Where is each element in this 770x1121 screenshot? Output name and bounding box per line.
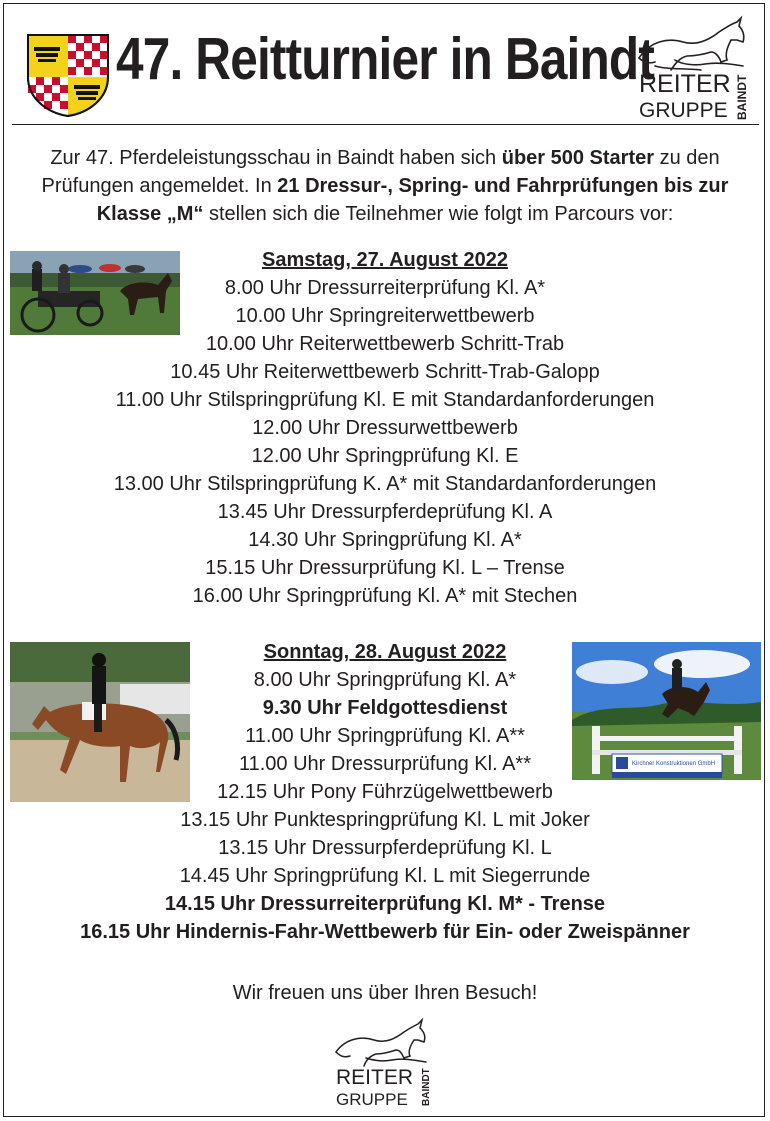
intro-text: Zur 47. Pferdeleistungsschau in Baindt haben sich über 500 Starter zu den Prüfungen angemeldet. In 21 Dressur-, Spring- und Fahrprüfungen bis zur Klasse „M“ stellen sich die Teilnehmer wie folgt im Parcours vor: (41, 147, 729, 225)
header-rule (12, 124, 759, 125)
sunday-event: 16.15 Uhr Hindernis-Fahr-Wettbewerb für Ein- oder Zweispänner (80, 921, 690, 943)
svg-text:REITER: REITER (336, 1066, 414, 1089)
page-title: 47. Reitturnier in Baindt (116, 26, 655, 92)
svg-text:Kirchner Konstruktionen GmbH: Kirchner Konstruktionen GmbH (632, 761, 716, 767)
svg-text:BAINDT: BAINDT (735, 74, 749, 120)
sunday-event: 9.30 Uhr Feldgottesdienst (262, 697, 508, 719)
sunday-event: 14.45 Uhr Springprüfung Kl. L mit Siegerrunde (179, 865, 591, 887)
sunday-event: 11.00 Uhr Springprüfung Kl. A** (245, 725, 525, 747)
saturday-event: 16.00 Uhr Springprüfung Kl. A* mit Stechen (192, 585, 578, 607)
saturday-heading: Samstag, 27. August 2022 (261, 249, 509, 271)
saturday-event: 15.15 Uhr Dressurprüfung Kl. L – Trense (205, 557, 565, 579)
saturday-event: 13.45 Uhr Dressurpferdeprüfung Kl. A (217, 501, 553, 523)
svg-text:BAINDT: BAINDT (421, 1068, 432, 1106)
saturday-event: 8.00 Uhr Dressurreiterprüfung Kl. A* (224, 277, 546, 299)
saturday-event: 11.00 Uhr Stilspringprüfung Kl. E mit Standardanforderungen (115, 389, 655, 411)
saturday-event: 12.00 Uhr Dressurwettbewerb (252, 417, 518, 439)
sunday-event: 11.00 Uhr Dressurprüfung Kl. A** (238, 753, 531, 775)
saturday-event: 10.45 Uhr Reiterwettbewerb Schritt-Trab-Galopp (170, 361, 600, 383)
saturday-event: 12.00 Uhr Springprüfung Kl. E (251, 445, 519, 467)
sunday-event: 13.15 Uhr Punktespringprüfung Kl. L mit Joker (180, 809, 590, 831)
coat-of-arms-icon (26, 33, 110, 117)
sunday-event: 8.00 Uhr Springprüfung Kl. A* (253, 669, 517, 691)
sunday-event: 12.15 Uhr Pony Führzügelwettbewerb (217, 781, 553, 803)
sunday-event: 13.15 Uhr Dressurpferdeprüfung Kl. L (218, 837, 552, 859)
reitergruppe-logo (635, 10, 750, 122)
closing-text: Wir freuen uns über Ihren Besuch! (232, 982, 538, 1004)
sunday-event: 14.15 Uhr Dressurreiterprüfung Kl. M* - Trense (164, 893, 606, 915)
svg-text:REITER: REITER (639, 70, 731, 98)
saturday-event: 10.00 Uhr Reiterwettbewerb Schritt-Trab (205, 333, 565, 355)
reitergruppe-logo-footer (334, 1016, 432, 1108)
svg-text:GRUPPE: GRUPPE (336, 1090, 408, 1108)
saturday-event: 10.00 Uhr Springreiterwettbewerb (235, 305, 535, 327)
saturday-event: 14.30 Uhr Springprüfung Kl. A* (248, 529, 522, 551)
sunday-heading: Sonntag, 28. August 2022 (263, 641, 507, 663)
saturday-event: 13.00 Uhr Stilspringprüfung K. A* mit Standardanforderungen (113, 473, 657, 495)
svg-text:GRUPPE: GRUPPE (639, 99, 728, 122)
